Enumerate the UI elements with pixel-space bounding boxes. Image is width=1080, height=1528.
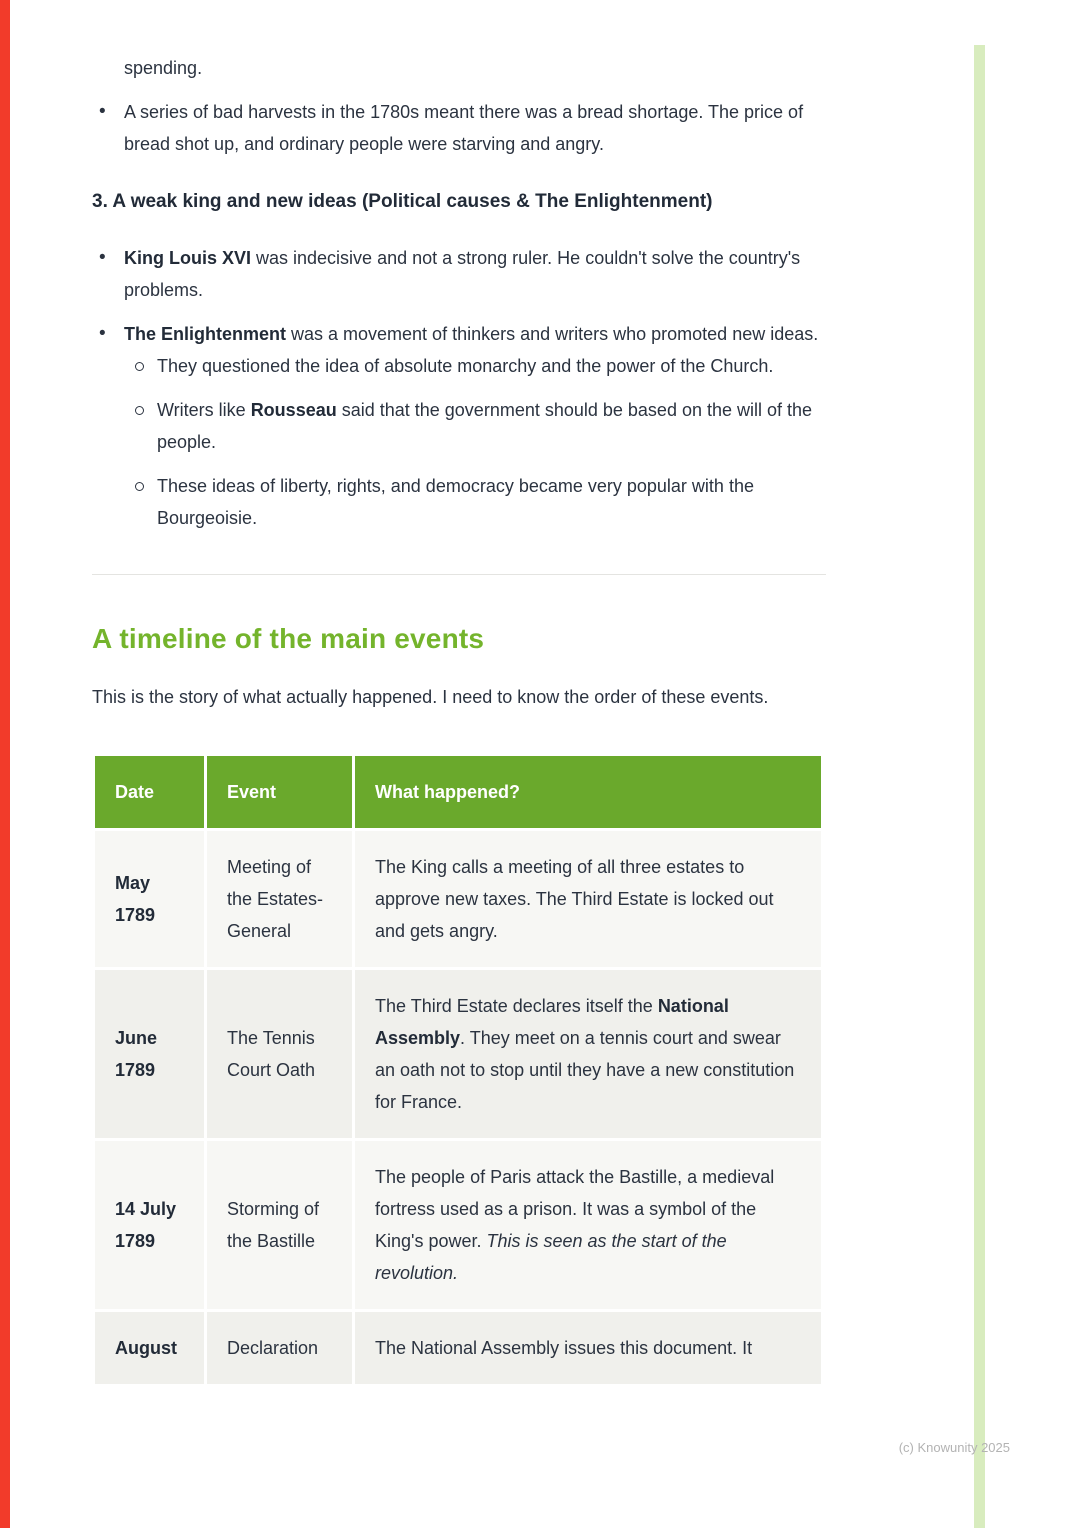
text-segment: This is seen as the start of the revolution. — [375, 1231, 727, 1283]
cell-event: Storming of the Bastille — [206, 1140, 354, 1311]
cell-description — [354, 1311, 823, 1386]
sub-bullet-list — [124, 350, 826, 534]
list-item — [92, 318, 826, 534]
cell-date: August — [94, 1311, 206, 1386]
text-segment: They questioned the idea of absolute monarchy and the power of the Church. — [157, 356, 774, 376]
table-header-what-happened: What happened? — [354, 755, 823, 830]
text-segment: These ideas of liberty, rights, and democracy became very popular with the Bourgeoisie. — [157, 476, 754, 528]
text-segment: The Enlightenment — [124, 324, 286, 344]
cell-event: The Tennis Court Oath — [206, 969, 354, 1140]
list-item-text — [124, 324, 818, 344]
bullet-list-causes — [92, 96, 826, 160]
timeline-table — [92, 753, 824, 1387]
text-segment: was indecisive and not a strong ruler. He couldn't solve the country's problems. — [124, 248, 801, 300]
table-row — [94, 830, 823, 969]
cell-description — [354, 1140, 823, 1311]
list-item — [92, 96, 826, 160]
list-item-text — [157, 476, 754, 528]
list-item-text — [124, 102, 803, 154]
sub-list-item — [124, 350, 826, 382]
timeline-heading: A timeline of the main events — [92, 623, 485, 654]
cell-event: Declaration — [206, 1311, 354, 1386]
cell-date: 14 July 1789 — [94, 1140, 206, 1311]
watermark: (c) Knowunity 2025 — [898, 1440, 1010, 1455]
section-heading: 3. A weak king and new ideas (Political causes & The Enlightenment) — [92, 191, 713, 212]
text-segment: . They meet on a tennis court and swear an oath not to stop until they have a new constitution for France. — [375, 1028, 795, 1112]
list-item-text — [124, 248, 800, 300]
list-item-text — [157, 356, 773, 376]
sub-list-item — [124, 470, 826, 534]
text-segment: National Assembly — [375, 996, 729, 1048]
table-header-date: Date — [94, 755, 206, 830]
document-content — [92, 52, 826, 1387]
cell-description — [354, 830, 823, 969]
text-segment: was a movement of thinkers and writers who promoted new ideas. — [286, 324, 819, 344]
table-header-event: Event — [206, 755, 354, 830]
bullet-list-political — [92, 242, 826, 534]
cell-date: June 1789 — [94, 969, 206, 1140]
paragraph-tail: spending. — [124, 58, 203, 78]
cell-description — [354, 969, 823, 1140]
text-segment: The Third Estate declares itself the — [375, 996, 658, 1016]
green-accent-stripe — [974, 45, 985, 1528]
text-segment: A series of bad harvests in the 1780s meant there was a bread shortage. The price of bread shot up, and ordinary people were starving and angry. — [124, 102, 804, 154]
table-row — [94, 1311, 823, 1386]
text-segment: The National Assembly issues this document. It — [375, 1338, 753, 1358]
section-divider — [92, 574, 826, 575]
table-row — [94, 969, 823, 1140]
sub-list-item — [124, 394, 826, 458]
table-header-row — [94, 755, 823, 830]
cell-event: Meeting of the Estates-General — [206, 830, 354, 969]
text-segment: King Louis XVI — [124, 248, 252, 268]
cell-date: May 1789 — [94, 830, 206, 969]
text-segment: The people of Paris attack the Bastille, a medieval fortress used as a prison. It was a symbol of the King's power. — [375, 1167, 775, 1251]
text-segment: said that the government should be based on the will of the people. — [157, 400, 813, 452]
text-segment: Writers like — [157, 400, 251, 420]
list-item — [92, 242, 826, 306]
timeline-intro: This is the story of what actually happened. I need to know the order of these events. — [92, 687, 769, 707]
text-segment: The King calls a meeting of all three estates to approve new taxes. The Third Estate is locked out and gets angry. — [375, 857, 774, 941]
red-accent-stripe — [0, 0, 10, 1528]
list-item-text — [157, 400, 812, 452]
text-segment: Rousseau — [250, 400, 337, 420]
table-row — [94, 1140, 823, 1311]
